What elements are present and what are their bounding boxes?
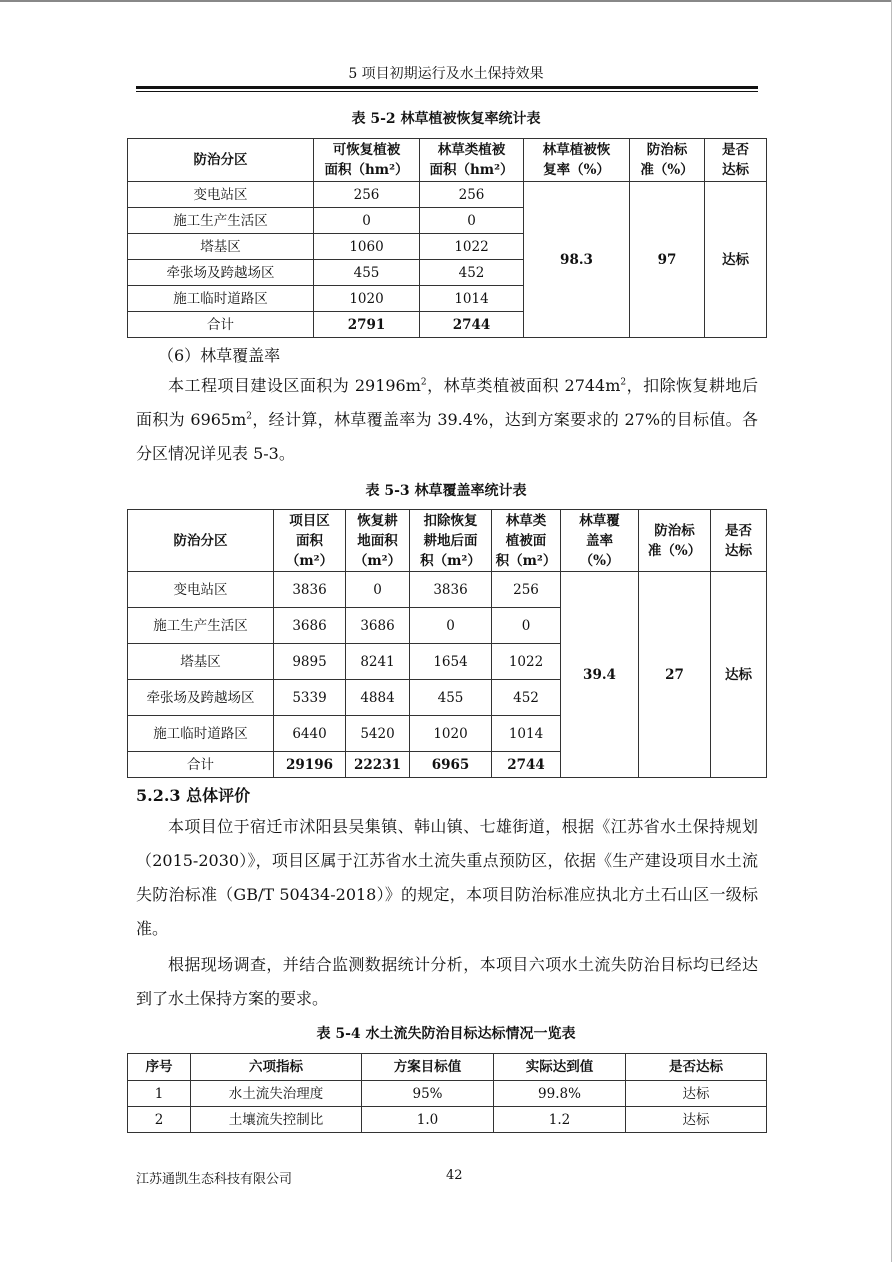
value-cell: 3686: [346, 608, 410, 644]
header-cell: 扣除恢复 耕地后面 积（m²）: [410, 510, 492, 572]
zone-cell: 变电站区: [128, 182, 314, 208]
value-cell: 2744: [420, 312, 524, 338]
zone-cell: 施工临时道路区: [128, 716, 274, 752]
header-cell: 六项指标: [191, 1054, 362, 1081]
result-cell: 达标: [711, 572, 767, 778]
result-cell: 达标: [626, 1107, 767, 1133]
section-5-2-3-heading: 5.2.3 总体评价: [136, 786, 251, 805]
zone-cell: 变电站区: [128, 572, 274, 608]
header-rule-thick: [136, 86, 758, 89]
table-header-row: [128, 139, 767, 182]
result-cell: 达标: [626, 1081, 767, 1107]
header-cell: 防治标 准（%）: [630, 139, 705, 182]
value-cell: 0: [314, 208, 420, 234]
indicator-cell: 土壤流失控制比: [191, 1107, 362, 1133]
value-cell: 455: [314, 260, 420, 286]
zone-cell: 合计: [128, 312, 314, 338]
table-5-3-caption: 表 5-3 林草覆盖率统计表: [365, 483, 527, 499]
actual-cell: 1.2: [494, 1107, 626, 1133]
header-cell: 实际达到值: [494, 1054, 626, 1081]
table-header-row: [128, 510, 767, 572]
value-cell: 1022: [492, 644, 561, 680]
value-cell: 5420: [346, 716, 410, 752]
value-cell: 452: [420, 260, 524, 286]
header-cell: 恢复耕 地面积 （m²）: [346, 510, 410, 572]
zone-cell: 施工生产生活区: [128, 608, 274, 644]
header-cell: 项目区 面积 （m²）: [274, 510, 346, 572]
header-cell: 序号: [128, 1054, 191, 1081]
footer-company-name: 江苏通凯生态科技有限公司: [136, 1172, 293, 1187]
header-cell: 防治分区: [128, 510, 274, 572]
actual-cell: 99.8%: [494, 1081, 626, 1107]
value-cell: 5339: [274, 680, 346, 716]
target-cell: 1.0: [362, 1107, 494, 1133]
section-5-2-3-paragraph-1: 本项目位于宿迁市沭阳县吴集镇、韩山镇、七雄街道，根据《江苏省水土保持规划（2015-2030）》，项目区属于江苏省水土流失重点预防区，依据《生产建设项目水土流失防治标准（GB/T 50434-2018）》的规定，本项目防治标准应执北方土石山区一级标准。: [136, 817, 758, 938]
table-5-3: [127, 509, 767, 778]
zone-cell: 牵张场及跨越场区: [128, 260, 314, 286]
table-5-4-caption: 表 5-4 水土流失防治目标达标情况一览表: [316, 1026, 576, 1042]
table-5-2: [127, 138, 767, 338]
value-cell: 2791: [314, 312, 420, 338]
value-cell: 256: [492, 572, 561, 608]
header-cell: 林草覆 盖率 （%）: [561, 510, 639, 572]
value-cell: 1060: [314, 234, 420, 260]
coverage-rate-cell: 39.4: [561, 572, 639, 778]
header-cell: 林草类 植被面 积（m²）: [492, 510, 561, 572]
value-cell: 3836: [274, 572, 346, 608]
header-cell: 是否达标: [626, 1054, 767, 1081]
zone-cell: 合计: [128, 752, 274, 778]
header-cell: 林草植被恢 复率（%）: [524, 139, 630, 182]
header-cell: 可恢复植被 面积（hm²）: [314, 139, 420, 182]
value-cell: 4884: [346, 680, 410, 716]
running-header: 5 项目初期运行及水土保持效果: [348, 66, 544, 82]
target-cell: 95%: [362, 1081, 494, 1107]
value-cell: 455: [410, 680, 492, 716]
zone-cell: 施工临时道路区: [128, 286, 314, 312]
section-5-2-3-paragraph-2: 根据现场调查，并结合监测数据统计分析，本项目六项水土流失防治目标均已经达到了水土保持方案的要求。: [136, 955, 758, 1008]
table-row: [128, 572, 767, 608]
value-cell: 0: [492, 608, 561, 644]
result-cell: 达标: [705, 182, 767, 338]
page-number: 42: [446, 1168, 463, 1183]
header-cell: 是否 达标: [705, 139, 767, 182]
value-cell: 8241: [346, 644, 410, 680]
table-5-4: [127, 1053, 767, 1133]
header-cell: 防治标 准（%）: [639, 510, 711, 572]
value-cell: 1020: [410, 716, 492, 752]
value-cell: 0: [346, 572, 410, 608]
value-cell: 0: [410, 608, 492, 644]
value-cell: 9895: [274, 644, 346, 680]
header-rule-thin: [136, 91, 758, 92]
value-cell: 6965: [410, 752, 492, 778]
value-cell: 1020: [314, 286, 420, 312]
zone-cell: 牵张场及跨越场区: [128, 680, 274, 716]
value-cell: 2744: [492, 752, 561, 778]
value-cell: 3836: [410, 572, 492, 608]
value-cell: 256: [420, 182, 524, 208]
table-row: [128, 182, 767, 208]
table-5-2-caption: 表 5-2 林草植被恢复率统计表: [351, 111, 541, 127]
value-cell: 1014: [492, 716, 561, 752]
zone-cell: 塔基区: [128, 644, 274, 680]
header-cell: 防治分区: [128, 139, 314, 182]
index-cell: 1: [128, 1081, 191, 1107]
value-cell: 0: [420, 208, 524, 234]
table-header-row: [128, 1054, 767, 1081]
section-6-heading: （6）林草覆盖率: [158, 346, 281, 365]
indicator-cell: 水土流失治理度: [191, 1081, 362, 1107]
value-cell: 1654: [410, 644, 492, 680]
standard-cell: 27: [639, 572, 711, 778]
section-6-paragraph: 本工程项目建设区面积为 $29196m^2$，林草类植被面积 $2744m^2$，扣除恢复耕地后面积为 $6965m^2$，经计算，林草覆盖率为 39.4%，达到方案要求的 27%的目标值。各分区情况详见表 5-3。: [136, 376, 758, 463]
standard-cell: 97: [630, 182, 705, 338]
value-cell: 29196: [274, 752, 346, 778]
value-cell: 22231: [346, 752, 410, 778]
table-row: [128, 1107, 767, 1133]
value-cell: 452: [492, 680, 561, 716]
recovery-rate-cell: 98.3: [524, 182, 630, 338]
zone-cell: 塔基区: [128, 234, 314, 260]
header-cell: 是否 达标: [711, 510, 767, 572]
value-cell: 256: [314, 182, 420, 208]
page-top-border: [0, 0, 892, 2]
value-cell: 1014: [420, 286, 524, 312]
zone-cell: 施工生产生活区: [128, 208, 314, 234]
value-cell: 1022: [420, 234, 524, 260]
value-cell: 3686: [274, 608, 346, 644]
header-cell: 方案目标值: [362, 1054, 494, 1081]
index-cell: 2: [128, 1107, 191, 1133]
header-cell: 林草类植被 面积（hm²）: [420, 139, 524, 182]
table-row: [128, 1081, 767, 1107]
value-cell: 6440: [274, 716, 346, 752]
